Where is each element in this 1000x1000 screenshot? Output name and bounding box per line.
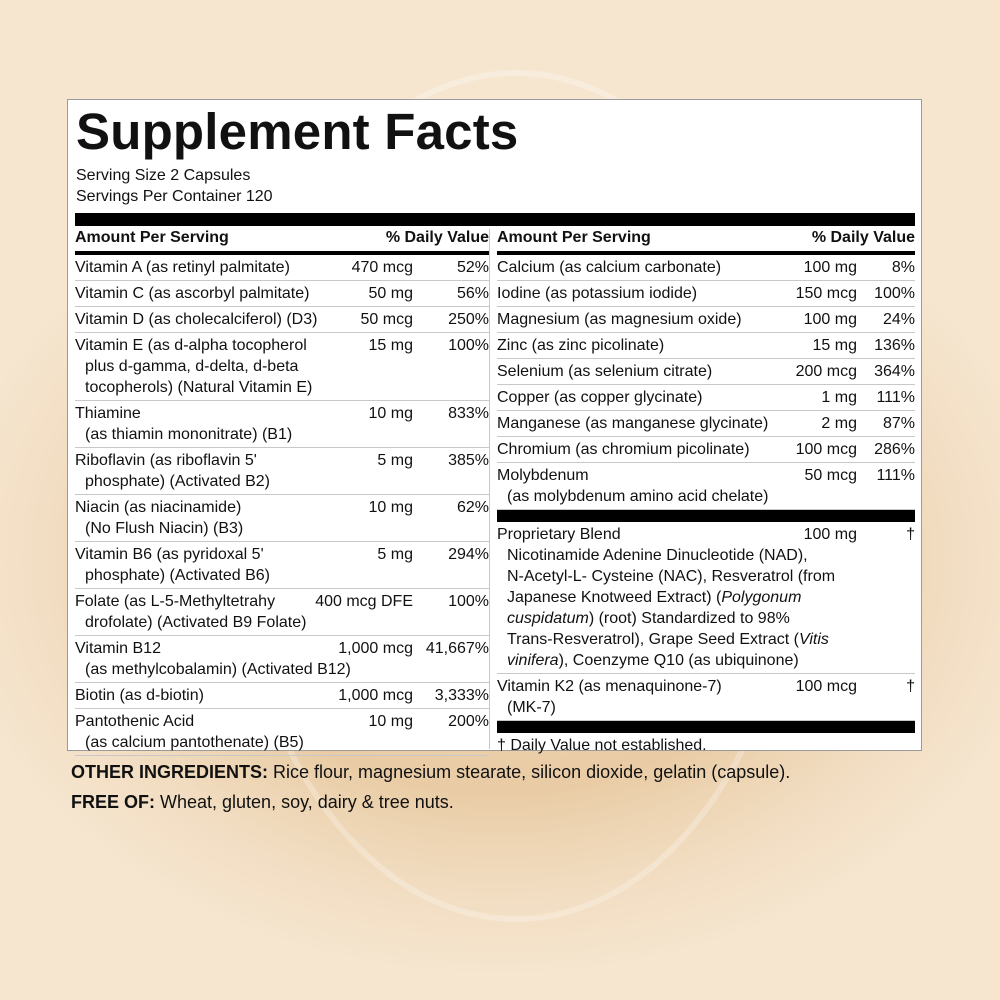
nutrient-amount: 100 mg [803,259,857,276]
nutrient-name-line: phosphate) (Activated B6) [85,567,270,584]
nutrient-amount: 5 mg [377,546,413,563]
nutrient-amount: 100 mg [803,526,857,543]
nutrient-name-line: Vitamin K2 (as menaquinone-7) [497,678,722,695]
nutrient-name-line: Japanese Knotweed Extract) (Polygonum [507,589,802,606]
nutrient-row [75,495,489,542]
nutrient-daily-value: † [906,526,915,543]
nutrient-name-line: Niacin (as niacinamide) [75,499,242,516]
nutrient-amount: 50 mcg [360,311,413,328]
nutrient-row [497,385,915,411]
nutrient-name-line: Chromium (as chromium picolinate) [497,441,750,458]
nutrient-name [75,448,489,494]
nutrient-row [497,281,915,307]
nutrient-row [75,307,489,333]
nutrient-daily-value: 100% [448,337,489,354]
nutrient-amount: 100 mg [803,311,857,328]
nutrient-daily-value: 87% [882,415,915,432]
nutrient-daily-value: 136% [874,337,915,354]
nutrient-name-line: Selenium (as selenium citrate) [497,363,713,380]
nutrient-name-line: Iodine (as potassium iodide) [497,285,698,302]
nutrient-row [497,437,915,463]
right-header [497,227,915,255]
nutrient-amount: 1,000 mcg [338,640,413,657]
free-of-text: Wheat, gluten, soy, dairy & tree nuts. [155,792,454,812]
nutrient-row [75,281,489,307]
nutrient-name-line: (No Flush Niacin) (B3) [85,520,244,537]
nutrient-name-line: Vitamin A (as retinyl palmitate) [75,259,290,276]
nutrient-amount: 50 mcg [804,467,857,484]
nutrient-daily-value: 294% [448,546,489,563]
left-header [75,227,489,255]
nutrient-daily-value: 200% [448,713,489,730]
left-column [75,227,489,756]
footnote: † Daily Value not established. [497,737,707,754]
nutrient-name-line: Biotin (as d-biotin) [75,687,204,704]
other-ingredients-label: OTHER INGREDIENTS: [71,762,269,782]
daily-value-header: % Daily Value [811,229,915,246]
nutrient-daily-value: 62% [456,499,489,516]
nutrient-name-line: Zinc (as zinc picolinate) [497,337,665,354]
nutrient-name-line: Copper (as copper glycinate) [497,389,703,406]
thick-divider-bar [75,213,915,226]
left-rows [75,255,489,756]
nutrient-row [497,333,915,359]
nutrient-daily-value: 385% [448,452,489,469]
nutrient-name-line: Molybdenum [497,467,589,484]
nutrient-row [497,463,915,510]
nutrient-daily-value: 100% [448,593,489,610]
other-ingredients [71,762,790,783]
nutrient-amount: 15 mg [812,337,857,354]
nutrient-daily-value: 833% [448,405,489,422]
nutrient-amount: 10 mg [368,405,413,422]
nutrient-name-line: Proprietary Blend [497,526,621,543]
nutrient-name-line: Riboflavin (as riboflavin 5' [75,452,257,469]
nutrient-name-line: Vitamin D (as cholecalciferol) (D3) [75,311,318,328]
nutrient-row [75,401,489,448]
nutrient-name [75,683,489,708]
column-divider [489,229,490,749]
nutrient-name-line: drofolate) (Activated B9 Folate) [85,614,307,631]
amount-per-serving-header: Amount Per Serving [75,229,229,246]
nutrient-amount: 5 mg [377,452,413,469]
nutrient-name [75,542,489,588]
black-bar [497,721,915,733]
nutrient-row [497,359,915,385]
nutrient-name-line: Pantothenic Acid [75,713,195,730]
nutrient-daily-value: 52% [456,259,489,276]
nutrient-amount: 1,000 mcg [338,687,413,704]
nutrient-name [75,401,489,447]
nutrient-daily-value: 111% [876,389,915,406]
nutrient-amount: 50 mg [368,285,413,302]
panel-title: Supplement Facts [76,103,519,160]
nutrient-name-line: Vitamin E (as d-alpha tocopherol [75,337,307,354]
nutrient-row [75,255,489,281]
nutrient-name [75,255,489,280]
nutrient-name-line: Magnesium (as magnesium oxide) [497,311,742,328]
nutrient-daily-value: 56% [456,285,489,302]
right-rows [497,255,915,510]
nutrient-daily-value: 111% [876,467,915,484]
nutrient-name-line: (MK-7) [507,699,556,716]
nutrient-amount: 150 mcg [795,285,857,302]
nutrient-amount: 200 mcg [795,363,857,380]
nutrient-row [497,307,915,333]
nutrient-amount: 10 mg [368,499,413,516]
nutrient-name-line: Nicotinamide Adenine Dinucleotide (NAD), [507,547,808,564]
nutrient-name-line: Trans-Resveratrol), Grape Seed Extract (Vitis [507,631,829,648]
nutrient-amount: 400 mcg DFE [315,593,413,610]
nutrient-row [75,709,489,756]
nutrient-name-line: (as thiamin mononitrate) (B1) [85,426,293,443]
nutrient-row [497,674,915,721]
nutrient-daily-value: 100% [874,285,915,302]
nutrient-row [497,522,915,674]
right-column [497,227,915,755]
free-of-label: FREE OF: [71,792,155,812]
nutrient-row [75,448,489,495]
nutrient-name-line: phosphate) (Activated B2) [85,473,270,490]
nutrient-daily-value: 286% [874,441,915,458]
nutrient-daily-value: 8% [891,259,915,276]
servings-per-container: Servings Per Container 120 [76,188,273,205]
nutrient-name-line: vinifera), Coenzyme Q10 (as ubiquinone) [507,652,799,669]
free-of [71,792,454,813]
nutrient-name-line: tocopherols) (Natural Vitamin E) [85,379,313,396]
serving-size: Serving Size 2 Capsules [76,167,251,184]
nutrient-amount: 10 mg [368,713,413,730]
nutrient-row [75,589,489,636]
nutrient-row [75,542,489,589]
nutrient-name-line: N-Acetyl-L- Cysteine (NAC), Resveratrol (from [507,568,836,585]
black-bar [497,510,915,522]
nutrient-name [75,589,489,635]
nutrient-name-line: (as molybdenum amino acid chelate) [507,488,769,505]
nutrient-name [75,333,489,400]
nutrient-daily-value: 24% [882,311,915,328]
nutrient-daily-value: 250% [448,311,489,328]
nutrient-row [497,411,915,437]
amount-per-serving-header: Amount Per Serving [497,229,651,246]
nutrient-daily-value: 3,333% [434,687,489,704]
nutrient-amount: 1 mg [821,389,857,406]
supplement-facts-panel [67,99,922,754]
nutrient-name [75,709,489,755]
other-ingredients-text: Rice flour, magnesium stearate, silicon dioxide, gelatin (capsule). [268,762,791,782]
nutrient-amount: 2 mg [821,415,857,432]
nutrient-name-line: Vitamin B12 [75,640,161,657]
nutrient-name-line: Vitamin B6 (as pyridoxal 5' [75,546,264,563]
nutrient-name [75,307,489,332]
nutrient-name [75,495,489,541]
nutrient-amount: 100 mcg [795,678,857,695]
nutrient-name-line: Thiamine [75,405,141,422]
nutrient-daily-value: 364% [874,363,915,380]
nutrient-name-line: (as methylcobalamin) (Activated B12) [85,661,351,678]
nutrient-name-line: Calcium (as calcium carbonate) [497,259,722,276]
nutrient-name-line: (as calcium pantothenate) (B5) [85,734,304,751]
nutrient-row [75,333,489,401]
nutrient-name-line: cuspidatum) (root) Standardized to 98% [507,610,790,627]
nutrient-daily-value: 41,667% [425,640,489,657]
nutrient-amount: 470 mcg [351,259,413,276]
nutrient-name-line: plus d-gamma, d-delta, d-beta [85,358,299,375]
nutrient-amount: 100 mcg [795,441,857,458]
daily-value-header: % Daily Value [385,229,489,246]
nutrient-row [75,683,489,709]
nutrient-daily-value: † [906,678,915,695]
nutrient-row [497,255,915,281]
nutrient-name-line: Vitamin C (as ascorbyl palmitate) [75,285,310,302]
nutrient-name-line: Folate (as L-5-Methyltetrahy [75,593,276,610]
nutrient-name-line: Manganese (as manganese glycinate) [497,415,769,432]
nutrient-row [75,636,489,683]
nutrient-name [75,281,489,306]
blend-rows [497,522,915,721]
nutrient-amount: 15 mg [368,337,413,354]
